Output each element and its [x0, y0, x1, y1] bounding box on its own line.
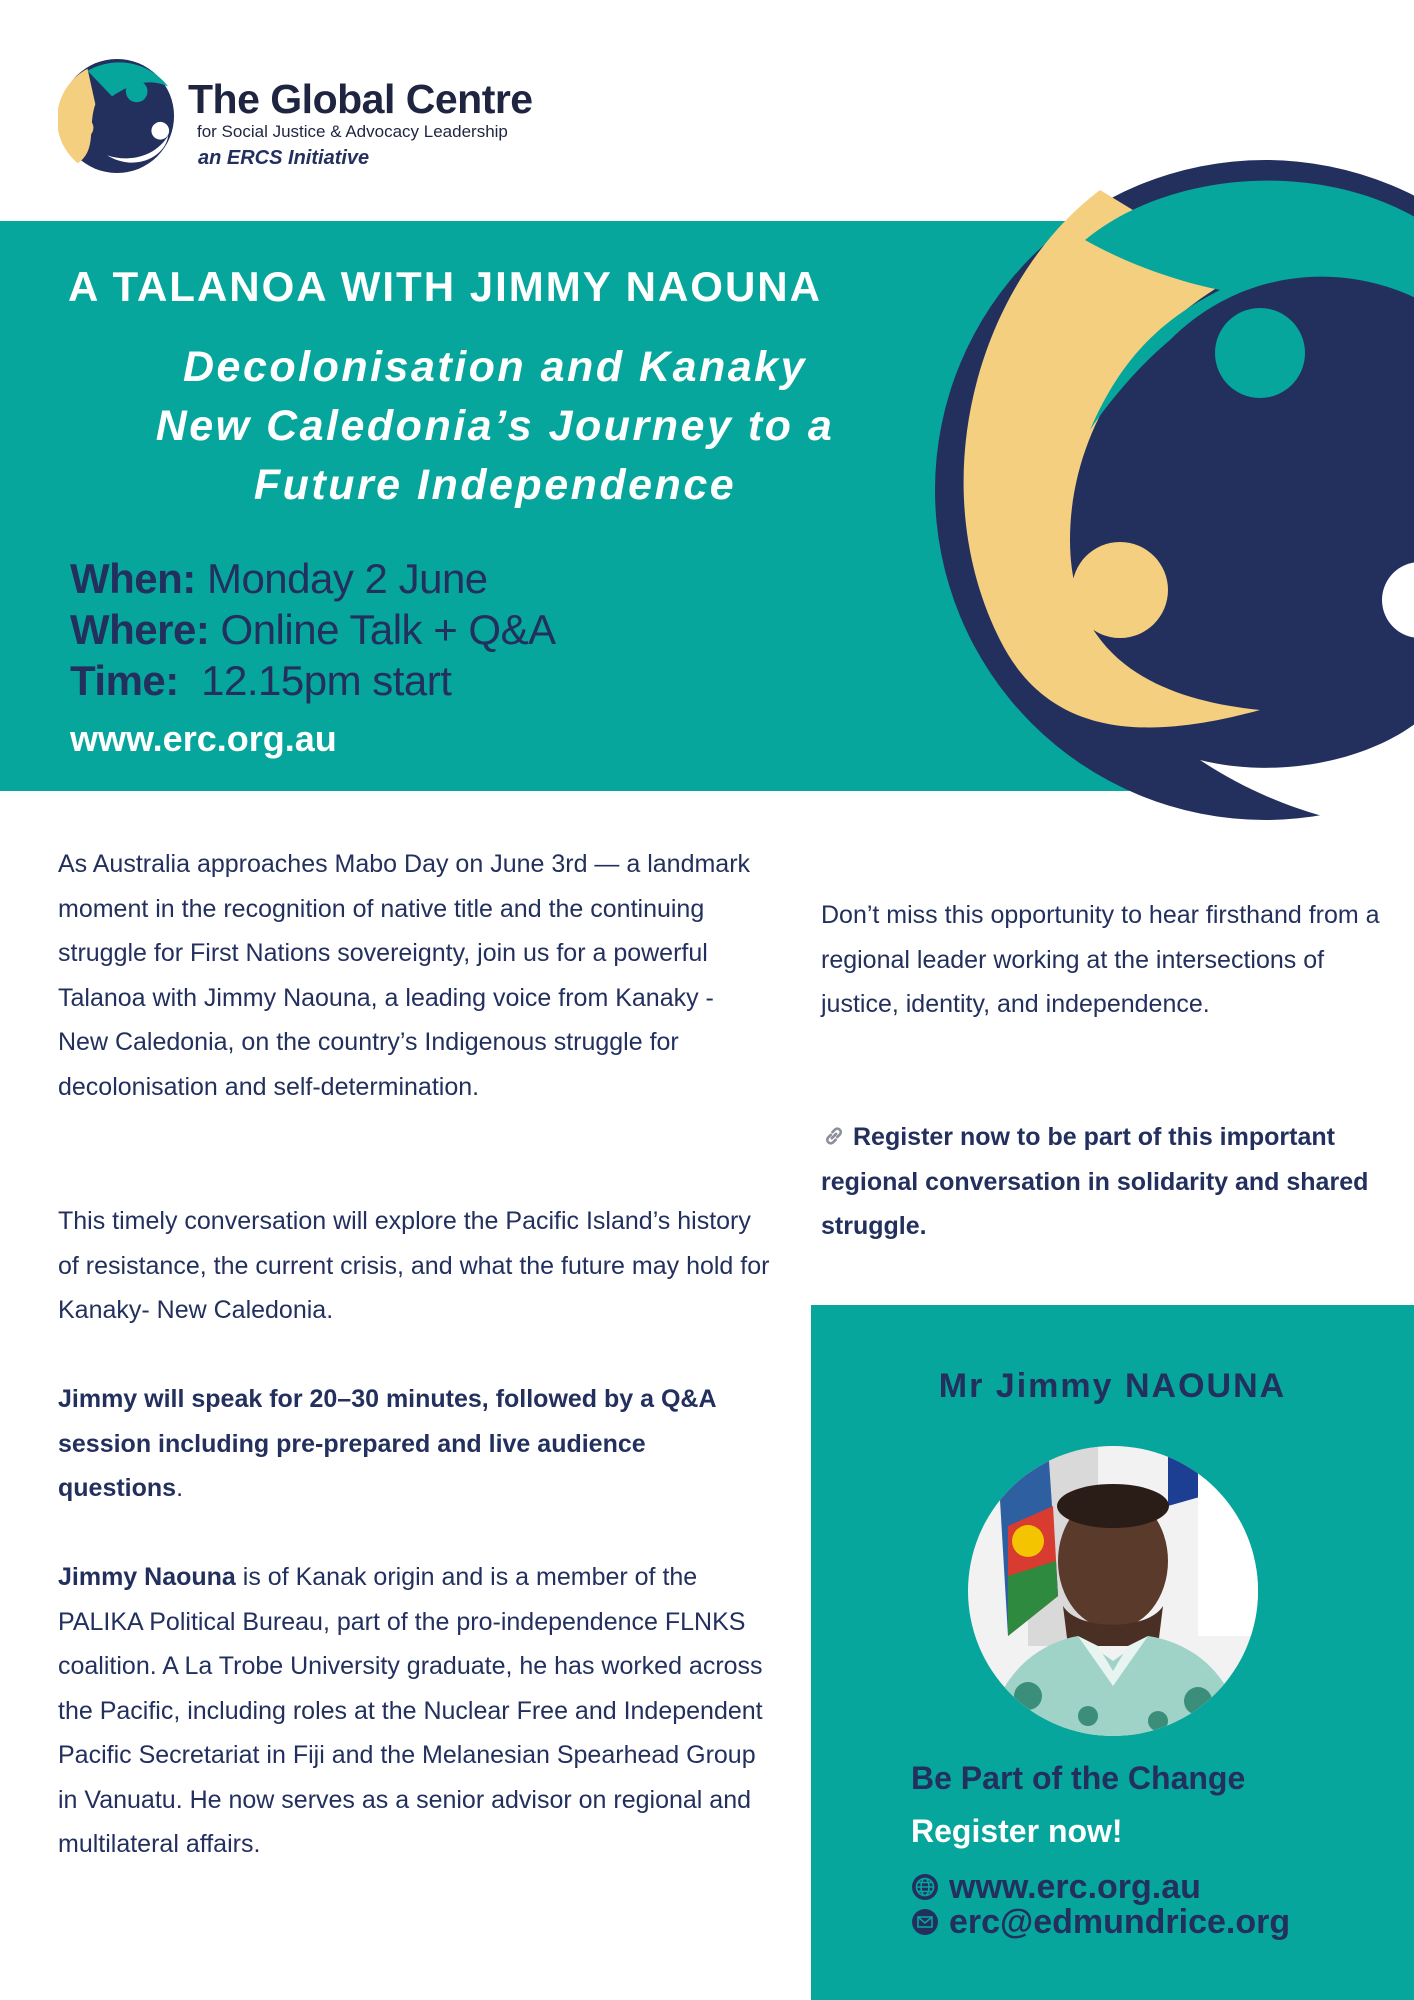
register-cta[interactable]: Register now! [911, 1813, 1123, 1849]
format-text: Jimmy will speak for 20–30 minutes, followed by a Q&A session including pre-prepared and live audience questions [58, 1385, 716, 1502]
conversation-paragraph: This timely conversation will explore the Pacific Island’s history of resistance, the current crisis, and what the future may hold for Kanaky- New Caledonia. [58, 1207, 770, 1324]
bio-paragraph [58, 1555, 770, 1867]
org-tagline: an ERCS Initiative [198, 147, 370, 169]
detail-label: Where: [70, 606, 210, 653]
contact-website[interactable] [911, 1868, 1201, 1907]
subtitle-line: Decolonisation and Kanaky [182, 343, 808, 391]
mail-icon [911, 1908, 939, 1936]
detail-value: Monday 2 June [195, 555, 488, 602]
link-icon [821, 1123, 847, 1149]
event-subtitle [80, 338, 910, 515]
format-paragraph [58, 1377, 770, 1511]
format-text-end: . [176, 1474, 184, 1502]
contact-email[interactable] [911, 1903, 1290, 1942]
detail-value: 12.15pm start [178, 657, 452, 704]
detail-where [70, 606, 556, 654]
register-text: Register now to be part of this important regional conversation in solidarity and shared struggle. [821, 1123, 1369, 1240]
speaker-photo [968, 1446, 1258, 1736]
intro-paragraph: As Australia approaches Mabo Day on June 3rd — a landmark moment in the recognition of native title and the continuing struggle for First Nations sovereignty, join us for a powerful Talanoa with Jimmy Naouna, a leading voice from Kanaky - New Caledonia, on the country’s Indigenous struggle for decolonisation and self-determination. [58, 850, 751, 1101]
decorative-emblem-icon [920, 160, 1414, 830]
contact-email-text: erc@edmundrice.org [949, 1903, 1291, 1941]
subtitle-line: Future Independence [253, 461, 737, 509]
speaker-name: Mr Jimmy NAOUNA [938, 1367, 1287, 1405]
logo-emblem-icon [58, 57, 176, 175]
globe-icon [911, 1873, 939, 1901]
register-paragraph[interactable] [821, 1115, 1381, 1249]
bio-text: is of Kanak origin and is a member of the PALIKA Political Bureau, part of the pro-independence FLNKS coalition. A La Trobe University graduate, he has worked across the Pacific, including roles at the Nuclear Free and Independent Pacific Secretariat in Fiji and the Melanesian Spearhead Group in Vanuatu. He now serves as a senior advisor on regional and multilateral affairs. [58, 1563, 763, 1858]
detail-time [70, 657, 451, 705]
detail-label: When: [70, 555, 196, 602]
cta-heading: Be Part of the Change [911, 1760, 1246, 1796]
opportunity-paragraph: Don’t miss this opportunity to hear firsthand from a regional leader working at the intersections of justice, identity, and independence. [821, 901, 1380, 1018]
detail-value: Online Talk + Q&A [209, 606, 556, 653]
bio-name: Jimmy Naouna [58, 1563, 236, 1591]
event-title: A TALANOA WITH JIMMY NAOUNA [68, 263, 822, 310]
contact-website-text: www.erc.org.au [949, 1868, 1201, 1906]
org-subtitle: for Social Justice & Advocacy Leadership [197, 122, 508, 141]
detail-when [70, 555, 488, 603]
subtitle-line: New Caledonia’s Journey to a [155, 402, 835, 450]
org-name: The Global Centre [188, 76, 533, 122]
detail-label: Time: [70, 657, 179, 704]
banner-website-link[interactable]: www.erc.org.au [70, 718, 337, 759]
